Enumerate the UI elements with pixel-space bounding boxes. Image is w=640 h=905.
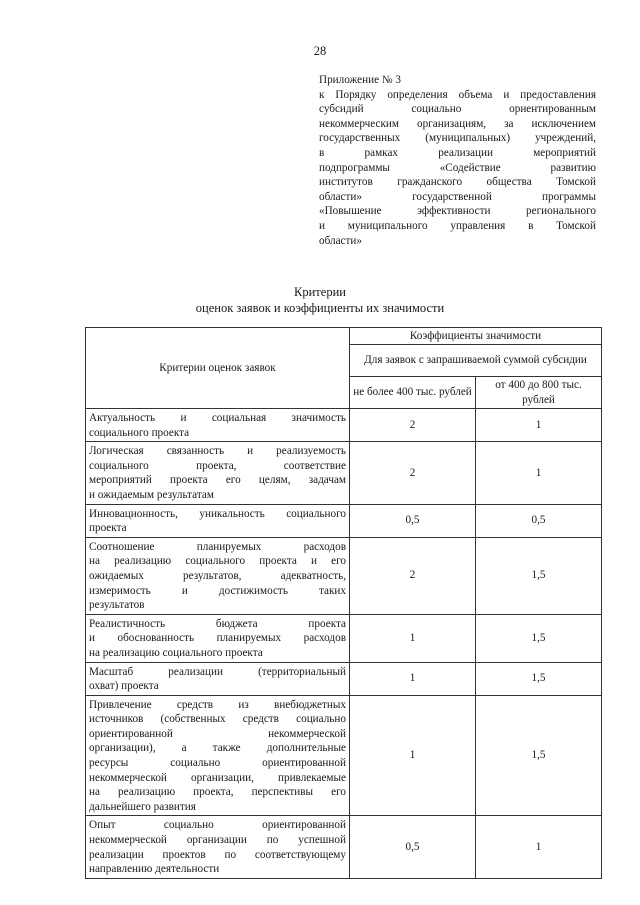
title-line-1: Критерии — [294, 285, 346, 299]
criterion-line: некоммерческой организации по успешной — [89, 834, 346, 847]
appendix-line: области» — [319, 234, 362, 247]
coefficient-400-to-800: 0,5 — [476, 504, 602, 537]
criterion-cell — [86, 409, 350, 442]
criterion-line: организации), а также дополнительные — [89, 742, 346, 755]
criterion-line: измеримость и достижимость таких — [89, 584, 346, 597]
criterion-cell — [86, 442, 350, 504]
appendix-line: в рамках реализации мероприятий — [319, 146, 596, 159]
criterion-cell — [86, 504, 350, 537]
criterion-cell — [86, 662, 350, 695]
criterion-cell — [86, 537, 350, 614]
criterion-line: ресурсы социально ориентированной — [89, 757, 346, 770]
header-requested-sum: Для заявок с запрашиваемой суммой субсидии — [350, 345, 602, 377]
table-row — [86, 537, 602, 614]
table-row — [86, 504, 602, 537]
criterion-line: Логическая связанность и реализуемость — [89, 445, 346, 458]
coefficient-400-to-800: 1,5 — [476, 614, 602, 662]
appendix-line: подпрограммы «Содействие развитию — [319, 161, 596, 174]
criterion-line: социального проекта, соответствие — [89, 459, 346, 472]
criterion-line: мероприятий проекта его целям, задачам — [89, 474, 346, 487]
coefficient-400-to-800: 1,5 — [476, 537, 602, 614]
document-title — [0, 284, 640, 316]
table-row — [86, 614, 602, 662]
criterion-cell — [86, 695, 350, 816]
criterion-line: реализации проектов по соответствующему — [89, 848, 346, 861]
coefficient-up-to-400: 1 — [350, 695, 476, 816]
criterion-line: и ожидаемым результатам — [89, 488, 214, 501]
criterion-line: и обоснованность планируемых расходов — [89, 632, 346, 645]
header-coefficients: Коэффициенты значимости — [350, 328, 602, 345]
appendix-line: Приложение № 3 — [319, 74, 401, 86]
criterion-line: Масштаб реализации (территориальный — [89, 665, 346, 678]
criterion-line: Актуальность и социальная значимость — [89, 412, 346, 424]
criterion-line: на реализацию социального проекта и его — [89, 555, 346, 568]
criterion-line: проекта — [89, 522, 127, 535]
criterion-line: результатов — [89, 599, 145, 612]
table-row — [86, 409, 602, 442]
criterion-line: Опыт социально ориентированной — [89, 819, 346, 832]
criterion-line: некоммерческой организации, привлекаемые — [89, 771, 346, 784]
appendix-line: субсидий социально ориентированным — [319, 103, 596, 116]
title-line-2: оценок заявок и коэффициенты их значимости — [195, 301, 445, 315]
criterion-line: направлению деятельности — [89, 863, 220, 876]
criterion-line: дальнейшего развития — [89, 800, 196, 813]
criterion-line: Соотношение планируемых расходов — [89, 540, 346, 553]
coefficient-400-to-800: 1 — [476, 409, 602, 442]
criterion-line: на реализацию социального проекта — [89, 646, 263, 659]
coefficient-up-to-400: 1 — [350, 614, 476, 662]
criterion-line: ожидаемых результатов, адекватность, — [89, 569, 346, 582]
appendix-header — [319, 73, 596, 248]
criterion-line: Привлечение средств из внебюджетных — [89, 698, 346, 711]
table-row — [86, 695, 602, 816]
coefficient-up-to-400: 2 — [350, 537, 476, 614]
header-up-to-400: не более 400 тыс. рублей — [350, 377, 476, 409]
appendix-line: государственных (муниципальных) учреждений, — [319, 132, 596, 145]
coefficient-up-to-400: 2 — [350, 442, 476, 504]
coefficient-400-to-800: 1,5 — [476, 695, 602, 816]
header-criteria: Критерии оценок заявок — [86, 328, 350, 409]
coefficient-up-to-400: 1 — [350, 662, 476, 695]
table-row — [86, 442, 602, 504]
criterion-cell — [86, 816, 350, 878]
table-row — [86, 816, 602, 878]
criterion-line: Реалистичность бюджета проекта — [89, 617, 346, 630]
criterion-line: социального проекта — [89, 426, 190, 439]
coefficient-400-to-800: 1 — [476, 442, 602, 504]
appendix-line: институтов гражданского общества Томской — [319, 176, 596, 189]
coefficient-up-to-400: 0,5 — [350, 504, 476, 537]
coefficient-up-to-400: 0,5 — [350, 816, 476, 878]
appendix-line: «Повышение эффективности регионального — [319, 205, 596, 218]
appendix-line: и муниципального управления в Томской — [319, 219, 596, 232]
criterion-cell — [86, 614, 350, 662]
coefficient-400-to-800: 1,5 — [476, 662, 602, 695]
header-row-1 — [86, 328, 602, 345]
criterion-line: Инновационность, уникальность социального — [89, 507, 346, 520]
criterion-line: охват) проекта — [89, 680, 159, 693]
coefficient-400-to-800: 1 — [476, 816, 602, 878]
appendix-line: некоммерческим организациям, за исключением — [319, 117, 596, 130]
criterion-line: на реализацию проекта, перспективы его — [89, 786, 346, 799]
criteria-table — [85, 327, 602, 879]
appendix-line: к Порядку определения объема и предоставления — [319, 88, 596, 101]
table-row — [86, 662, 602, 695]
header-400-to-800: от 400 до 800 тыс. рублей — [476, 377, 602, 409]
coefficient-up-to-400: 2 — [350, 409, 476, 442]
appendix-line: области» государственной программы — [319, 190, 596, 203]
criterion-line: ориентированной некоммерческой — [89, 727, 346, 740]
page-number: 28 — [313, 44, 327, 58]
criterion-line: источников (собственных средств социально — [89, 713, 346, 726]
